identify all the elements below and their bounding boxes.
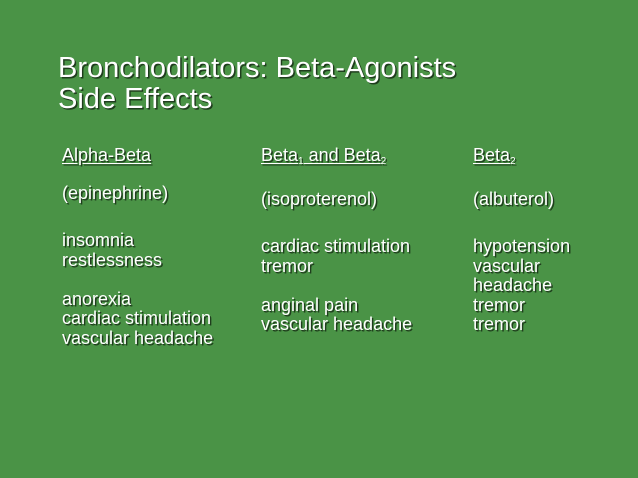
effect-spacer	[261, 276, 412, 296]
effect-item: vascular headache	[62, 327, 214, 348]
heading-sub-2: 2	[510, 156, 516, 167]
effect-item: cardiac stimulation	[261, 236, 411, 256]
effect-item: vascular	[473, 255, 541, 276]
drug-isoproterenol: (isoproterenol)	[261, 188, 378, 209]
column-heading-beta1-beta2	[261, 146, 412, 172]
column-beta1-beta2	[261, 146, 412, 335]
effects-list-beta1-beta2	[261, 237, 412, 335]
column-alpha-beta	[62, 146, 213, 348]
effect-item: anginal pain	[261, 294, 359, 315]
slide-title	[58, 53, 456, 115]
drug-albuterol: (albuterol)	[473, 188, 555, 209]
heading-mid-text: and Beta	[303, 145, 381, 165]
heading-beta-text: Beta	[473, 145, 511, 165]
effect-item: tremor	[473, 294, 526, 315]
drug-epinephrine: (epinephrine)	[62, 182, 169, 203]
effect-item: insomnia	[62, 230, 135, 250]
effects-list-beta2	[473, 237, 570, 335]
effect-item: tremor	[261, 255, 314, 276]
effect-item: tremor	[473, 314, 526, 334]
effect-item: headache	[473, 275, 553, 295]
column-heading-alpha-beta: Alpha-Beta	[62, 145, 152, 165]
heading-beta1-text: Beta	[261, 145, 299, 165]
column-heading-beta2	[473, 146, 570, 172]
effect-item: cardiac stimulation	[62, 308, 212, 328]
title-line-2: Side Effects	[58, 83, 213, 115]
effects-list-alpha-beta	[62, 231, 213, 348]
effect-item: restlessness	[62, 249, 163, 270]
column-beta2	[473, 146, 570, 335]
heading-sub-1: 1	[298, 156, 304, 167]
effect-item: hypotension	[473, 236, 571, 256]
title-line-1: Bronchodilators: Beta-Agonists	[58, 52, 457, 84]
heading-sub-2: 2	[380, 156, 387, 167]
effect-spacer	[62, 270, 213, 290]
effect-item: vascular headache	[261, 314, 413, 334]
effect-item: anorexia	[62, 288, 132, 309]
